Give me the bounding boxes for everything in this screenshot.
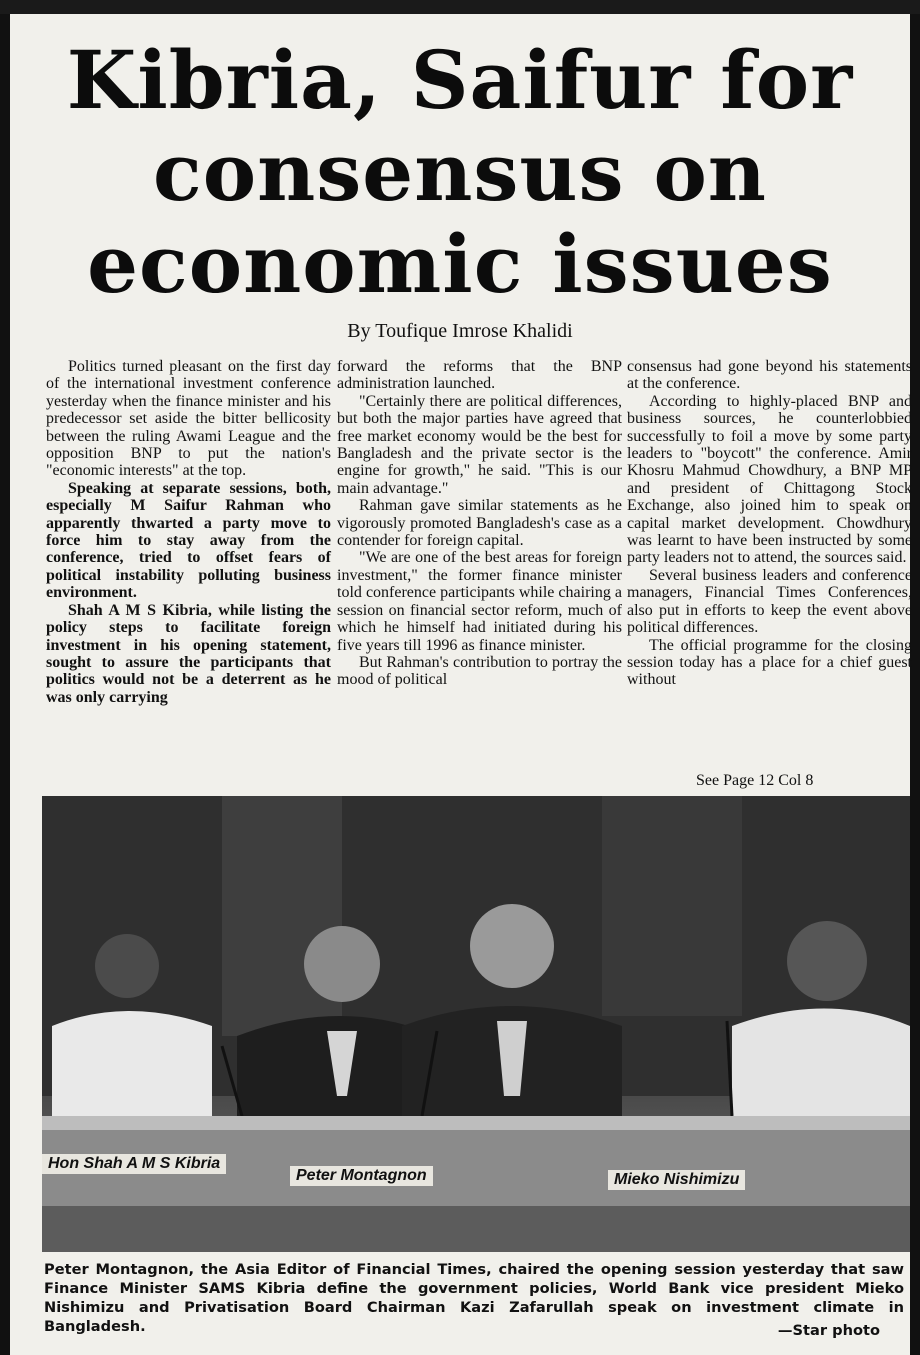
photo-caption: Peter Montagnon, the Asia Editor of Financial Times, chaired the opening session yesterday that saw Finance Minister SAMS Kibria define the government policies, World Bank vice president Mieko Nishimizu and Privatisation Board Chairman Kazi Zafarullah speak on investment climate in Bangladesh.: [44, 1261, 904, 1335]
headline-line-2: consensus on: [153, 125, 767, 219]
article-column-3: [627, 358, 912, 689]
paragraph: Speaking at separate sessions, both, especially M Saifur Rahman who apparently thwarted a party move to force him to stay away from the conference, tried to offset fears of political instability polluting business environment.: [46, 479, 331, 602]
headline-line-3: economic issues: [87, 217, 833, 311]
paragraph: Several business leaders and conference managers, Financial Times Conferences, also put in efforts to keep the event above political differences.: [627, 566, 912, 637]
headline-line-1: Kibria, Saifur for: [66, 33, 854, 127]
paragraph: Rahman gave similar statements as he vigorously promoted Bangladesh's case as a contender for foreign capital.: [337, 497, 622, 550]
paragraph: "We are one of the best areas for foreign investment," the former finance minister told conference participants while chairing a session on financial sector reform, much of which he himself had initiated during his five years till 1996 as finance minister.: [337, 549, 622, 654]
paragraph: According to highly-placed BNP and business sources, he counterlobbied successfully to foil a move by some party leaders to "boycott" the conference. Amir Khosru Mahmud Chowdhury, a BNP MP and president of Chittagong Stock Exchange, also joined him to speak on capital market development. Chowdhury was learnt to have been instructed by some party leaders not to attend, the sources said.: [627, 392, 912, 567]
photo-label-kibria: Hon Shah A M S Kibria: [42, 1154, 226, 1174]
jump-reference: See Page 12 Col 8: [696, 772, 814, 789]
byline: By Toufique Imrose Khalidi: [347, 320, 573, 342]
paragraph: Shah A M S Kibria, while listing the policy steps to facilitate foreign investment in his opening statement, sought to assure the participants that politics would not be a deterrent as he was only carrying: [46, 601, 331, 706]
photo-label-montagnon: Peter Montagnon: [290, 1166, 433, 1186]
paragraph: "Certainly there are political differences, but both the major parties have agreed that free market economy would be the best for Bangladesh and the private sector is the engine for growth," he said. "This is our main advantage.": [337, 392, 622, 497]
paragraph: The official programme for the closing session today has a place for a chief guest without: [627, 636, 912, 689]
article-column-1: [46, 358, 331, 706]
photo-credit: —Star photo: [777, 1322, 880, 1339]
paragraph: Politics turned pleasant on the first day of the international investment conference yesterday when the finance minister and his predecessor set aside the bitter bellicosity between the ruling Awami League and the opposition BNP to put the nation's "economic interests" at the top.: [46, 358, 331, 480]
photo-label-nishimizu: Mieko Nishimizu: [608, 1170, 745, 1190]
article-column-2: [337, 358, 622, 689]
news-photo: [42, 796, 910, 1252]
paragraph: forward the reforms that the BNP administration launched.: [337, 358, 622, 393]
photo-illustration: [42, 796, 910, 1252]
paragraph: consensus had gone beyond his statements at the conference.: [627, 358, 912, 393]
paragraph: But Rahman's contribution to portray the mood of political: [337, 653, 622, 689]
headline: [10, 34, 910, 310]
newspaper-page: [0, 14, 920, 1355]
